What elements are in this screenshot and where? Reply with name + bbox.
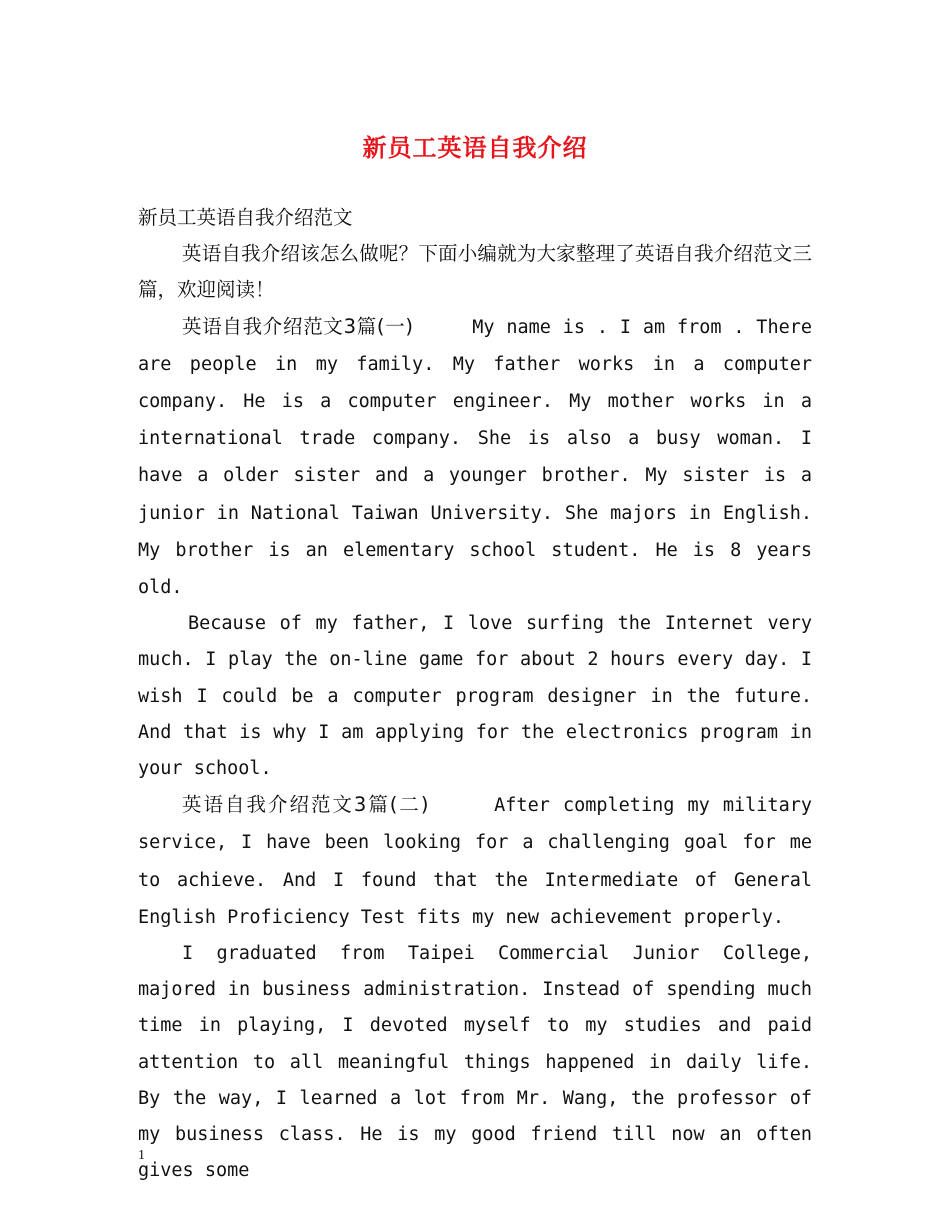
sample-one-paragraph-two: Because of my father, I love surfing the Internet very much. I play the on-line game for about 2 hours every day. I wish I could be a computer program designer in the future. And that is why I am applying for the electronics program in your school. <box>138 613 812 780</box>
document-body <box>138 200 812 1189</box>
sample-two-paragraph-two: I graduated from Taipei Commercial Junior College, majored in business administration. Instead of spending much time in playing, I devoted myself to my studies and paid attention to all meaningful things happened in daily life. By the way, I learned a lot from Mr. Wang, the professor of my business class. He is my good friend till now an often gives some <box>138 943 812 1182</box>
sample-two-heading: 英语自我介绍范文3篇(二) <box>182 793 429 817</box>
sample-two-paragraph <box>138 787 812 936</box>
document-title: 新员工英语自我介绍 <box>362 134 588 162</box>
intro-paragraph: 英语自我介绍该怎么做呢？下面小编就为大家整理了英语自我介绍范文三篇，欢迎阅读！ <box>138 242 812 302</box>
sample-two-text: After completing my military service, I have been looking for a challenging goal for me to achieve. And I found that the Intermediate of General English Proficiency Test fits my new achievement properly. <box>138 795 812 928</box>
sample-one-heading: 英语自我介绍范文3篇(一) <box>182 314 414 338</box>
subtitle: 新员工英语自我介绍范文 <box>138 206 353 229</box>
page-number: 1 <box>138 1148 145 1163</box>
sample-one-text: My name is . I am from . There are people in my family. My father works in a computer company. He is a computer engineer. My mother works in a international trade company. She is also a busy woman. I have a older sister and a younger brother. My sister is a junior in National Taiwan University. She majors in English. My brother is an elementary school student. He is 8 years old. <box>138 316 812 599</box>
sample-one-paragraph <box>138 309 812 607</box>
